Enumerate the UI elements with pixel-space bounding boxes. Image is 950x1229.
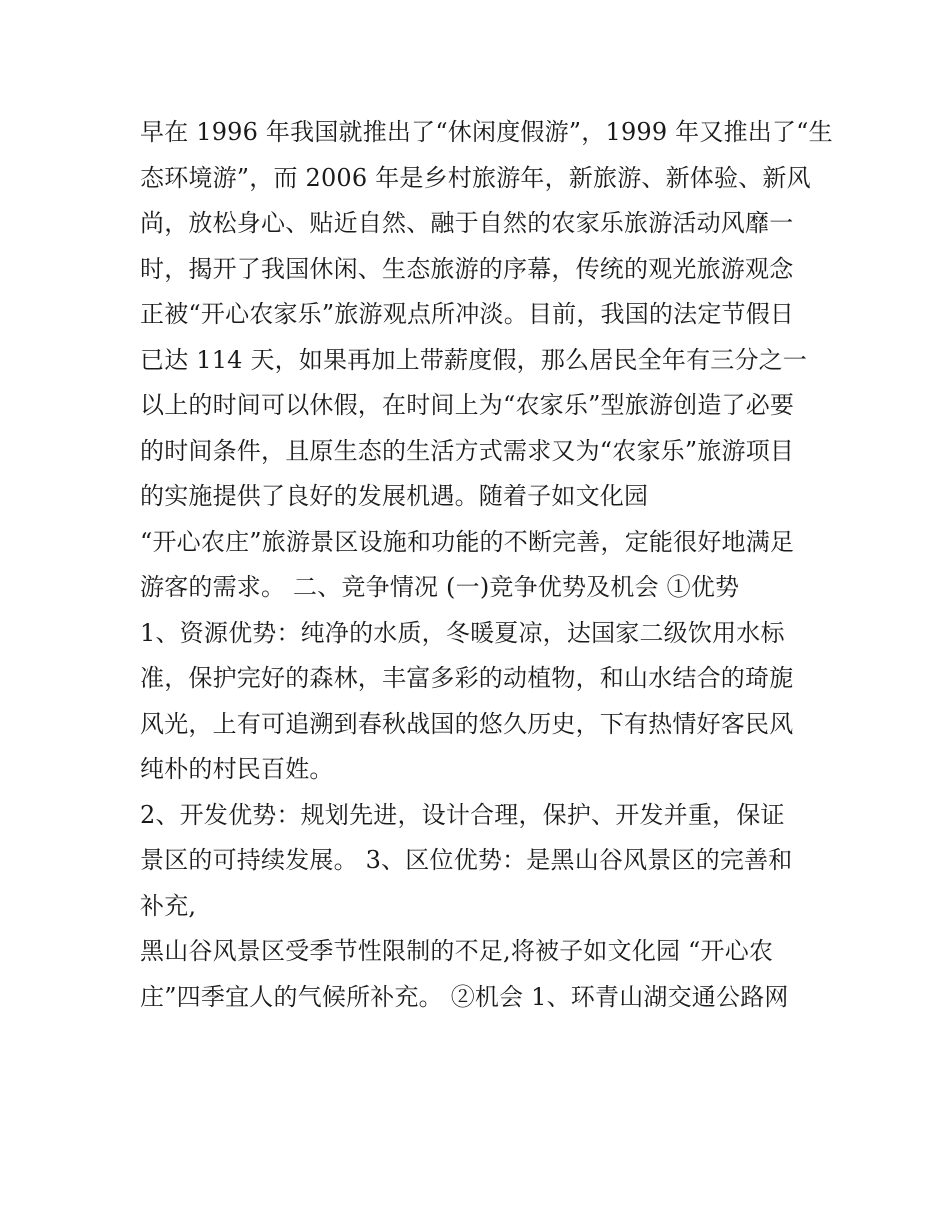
- text-line: 纯朴的村民百姓。: [140, 755, 334, 783]
- text-line: “开心农庄”旅游景区设施和功能的不断完善，定能很好地满足: [140, 527, 795, 556]
- text-line: 时，揭开了我国休闲、生态旅游的序幕，传统的观光旅游观念: [140, 254, 794, 283]
- text-line: 的时间条件，且原生态的生活方式需求又为“农家乐”旅游项目: [140, 436, 795, 465]
- text-line: 风光，上有可追溯到春秋战国的悠久历史，下有热情好客民风: [140, 709, 794, 738]
- text-line: 以上的时间可以休假，在时间上为“农家乐”型旅游创造了必要: [140, 391, 795, 419]
- text-line: 已达 114 天，如果再加上带薪度假，那么居民全年有三分之一: [140, 345, 808, 374]
- text-line: 庄”四季宜人的气候所补充。 ②机会 1、环青山湖交通公路网: [140, 982, 789, 1011]
- text-line: 准，保护完好的森林，丰富多彩的动植物，和山水结合的琦旎: [140, 664, 794, 692]
- text-line: 景区的可持续发展。 3、区位优势：是黑山谷风景区的完善和: [140, 846, 793, 874]
- text-line: 早在 1996 年我国就推出了“休闲度假游”，1999 年又推出了“生: [140, 118, 833, 146]
- body-text: [140, 110, 833, 1020]
- text-line: 2、开发优势：规划先进，设计合理，保护、开发并重，保证: [140, 800, 785, 829]
- text-line: 补充,: [140, 891, 197, 920]
- text-line: 游客的需求。 二、竞争情况 (一)竞争优势及机会 ①优势: [140, 573, 740, 601]
- text-line: 尚，放松身心、贴近自然、融于自然的农家乐旅游活动风靡一: [140, 209, 794, 237]
- text-line: 1、资源优势：纯净的水质，冬暖夏凉，达国家二级饮用水标: [140, 618, 785, 647]
- text-line: 黑山谷风景区受季节性限制的不足,将被子如文化园 “开心农: [140, 937, 774, 965]
- text-line: 正被“开心农家乐”旅游观点所冲淡。目前，我国的法定节假日: [140, 300, 795, 328]
- text-line: 态环境游”，而 2006 年是乡村旅游年，新旅游、新体验、新风: [140, 163, 811, 192]
- text-line: 的实施提供了良好的发展机遇。随着子如文化园: [140, 482, 649, 510]
